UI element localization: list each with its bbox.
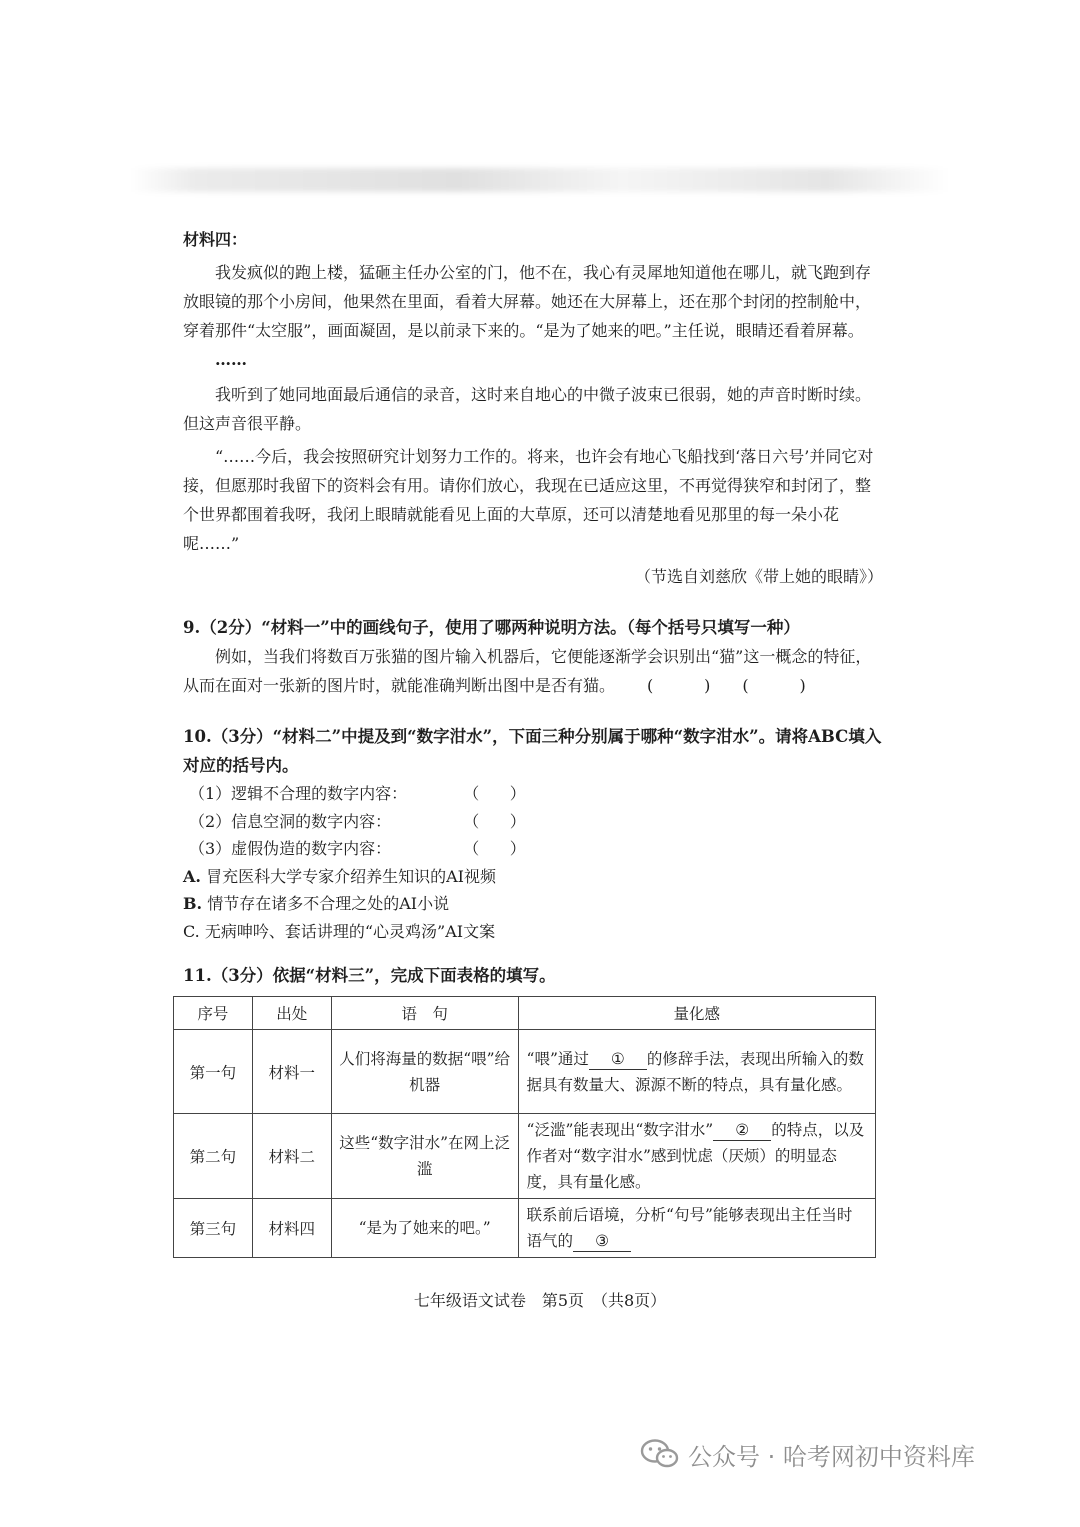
q10-item-2 — [183, 808, 883, 836]
quantification-table — [173, 996, 876, 1258]
table-header: 出处 — [252, 997, 331, 1030]
row-source: 材料二 — [252, 1114, 331, 1199]
row-source: 材料四 — [252, 1199, 331, 1258]
question-10-title: 10.（3分）“材料二”中提及到“数字泔水”，下面三种分别属于哪种“数字泔水”。请将ABC填入对应的括号内。 — [183, 727, 882, 775]
quant-text: 的特点，以及作者对“数字泔水”感到忧虑（厌烦）的明显态度，具有量化感。 — [526, 1121, 865, 1191]
q10-item-label: （2）信息空洞的数字内容： — [189, 811, 392, 831]
table-row — [174, 1114, 876, 1199]
row-seq: 第三句 — [174, 1199, 253, 1258]
q10-option-a — [183, 863, 883, 891]
answer-paren[interactable]: （ ） — [463, 784, 526, 803]
q10-item-label: （1）逻辑不合理的数字内容： — [189, 784, 408, 803]
quant-text: “喂”通过 — [526, 1049, 589, 1068]
question-9-sentence: 例如，当我们将数百万张猫的图片输入机器后，它便能逐渐学会识别出“猫”这一概念的特征，从而在面对一张新的图片时，就能准确判断出图中是否有猫。 — [183, 647, 872, 695]
answer-paren[interactable]: （ ） — [463, 839, 526, 858]
row-seq: 第二句 — [174, 1114, 253, 1199]
answer-blank-3[interactable]: ③ — [573, 1231, 631, 1252]
answer-paren[interactable]: （ ） — [463, 811, 526, 831]
quant-text: 联系前后语境，分析“句号”能够表现出主任当时语气的 — [526, 1206, 853, 1250]
material4-source: （节选自刘慈欣《带上她的眼睛》） — [634, 567, 883, 586]
option-key: A. — [183, 866, 201, 886]
row-seq: 第一句 — [174, 1030, 253, 1114]
q10-option-b — [183, 890, 883, 918]
exam-page — [183, 226, 883, 1258]
option-key: B. — [183, 894, 203, 913]
question-9-title: 9.（2分）“材料一”中的画线句子，使用了哪两种说明方法。（每个括号只填写一种） — [183, 618, 800, 637]
watermark — [640, 1432, 975, 1476]
row-quantification — [518, 1030, 875, 1114]
row-source: 材料一 — [252, 1030, 331, 1114]
q10-option-c — [183, 918, 883, 946]
answer-paren-2[interactable]: ( ) — [742, 676, 806, 695]
row-sentence: 人们将海量的数据“喂”给机器 — [331, 1030, 518, 1114]
answer-paren-1[interactable]: ( ) — [647, 676, 711, 695]
wechat-icon — [640, 1438, 680, 1470]
answer-blank-2[interactable]: ② — [713, 1120, 771, 1141]
question-11-title: 11.（3分）依据“材料三”，完成下面表格的填写。 — [183, 966, 556, 985]
q10-item-1 — [183, 780, 883, 808]
option-text: 情节存在诸多不合理之处的AI小说 — [207, 894, 450, 913]
quant-text: 的修辞手法，表现出所输入的数据具有数量大、源源不断的特点，具有量化感。 — [526, 1049, 864, 1094]
row-quantification — [518, 1114, 875, 1199]
row-sentence: 这些“数字泔水”在网上泛滥 — [331, 1114, 518, 1199]
scan-shadow-strip — [130, 168, 950, 192]
material4-paragraph: “……今后，我会按照研究计划努力工作的。将来，也许会有地心飞船找到‘落日六号’并同它对接，但愿那时我留下的资料会有用。请你们放心，我现在已适应这里，不再觉得狭窄和封闭了，整个世界都围着我呀，我闭上眼睛就能看见上面的大草原，还可以清楚地看见那里的每一朵小花呢……” — [183, 447, 874, 553]
watermark-text: 公众号 · 哈考网初中资料库 — [688, 1442, 975, 1471]
table-header: 序号 — [174, 997, 253, 1030]
table-header: 量化感 — [518, 997, 875, 1030]
material4-title: 材料四： — [183, 230, 248, 249]
row-quantification — [518, 1199, 875, 1258]
table-header: 语 句 — [331, 997, 518, 1030]
material4-paragraph: 我发疯似的跑上楼，猛砸主任办公室的门，他不在，我心有灵犀地知道他在哪儿，就飞跑到存放眼镜的那个小房间，他果然在里面，看着大屏幕。她还在大屏幕上，还在那个封闭的控制舱中，穿着那件“太空服”，画面凝固，是以前录下来的。“是为了她来的吧。”主任说，眼睛还看着屏幕。 — [183, 263, 872, 340]
quant-text: “泛滥”能表现出“数字泔水” — [526, 1121, 714, 1139]
row-sentence: “是为了她来的吧。” — [331, 1199, 518, 1258]
option-text: 冒充医科大学专家介绍养生知识的AI视频 — [206, 866, 496, 886]
table-header-row — [174, 997, 876, 1030]
page-footer: 七年级语文试卷 第5页 （共8页） — [413, 1291, 667, 1310]
q10-item-3 — [183, 835, 883, 863]
material4-ellipsis: …… — [215, 350, 247, 369]
q10-item-label: （3）虚假伪造的数字内容： — [189, 839, 392, 858]
table-row — [174, 1030, 876, 1114]
option-key: C. — [183, 921, 200, 941]
table-row — [174, 1199, 876, 1258]
question-9-text — [183, 642, 883, 700]
option-text: 无病呻吟、套话讲理的“心灵鸡汤”AI文案 — [204, 921, 496, 941]
material4-paragraph: 我听到了她同地面最后通信的录音，这时来自地心的中微子波束已很弱，她的声音时断时续。但这声音很平静。 — [183, 385, 872, 433]
answer-blank-1[interactable]: ① — [589, 1049, 647, 1070]
